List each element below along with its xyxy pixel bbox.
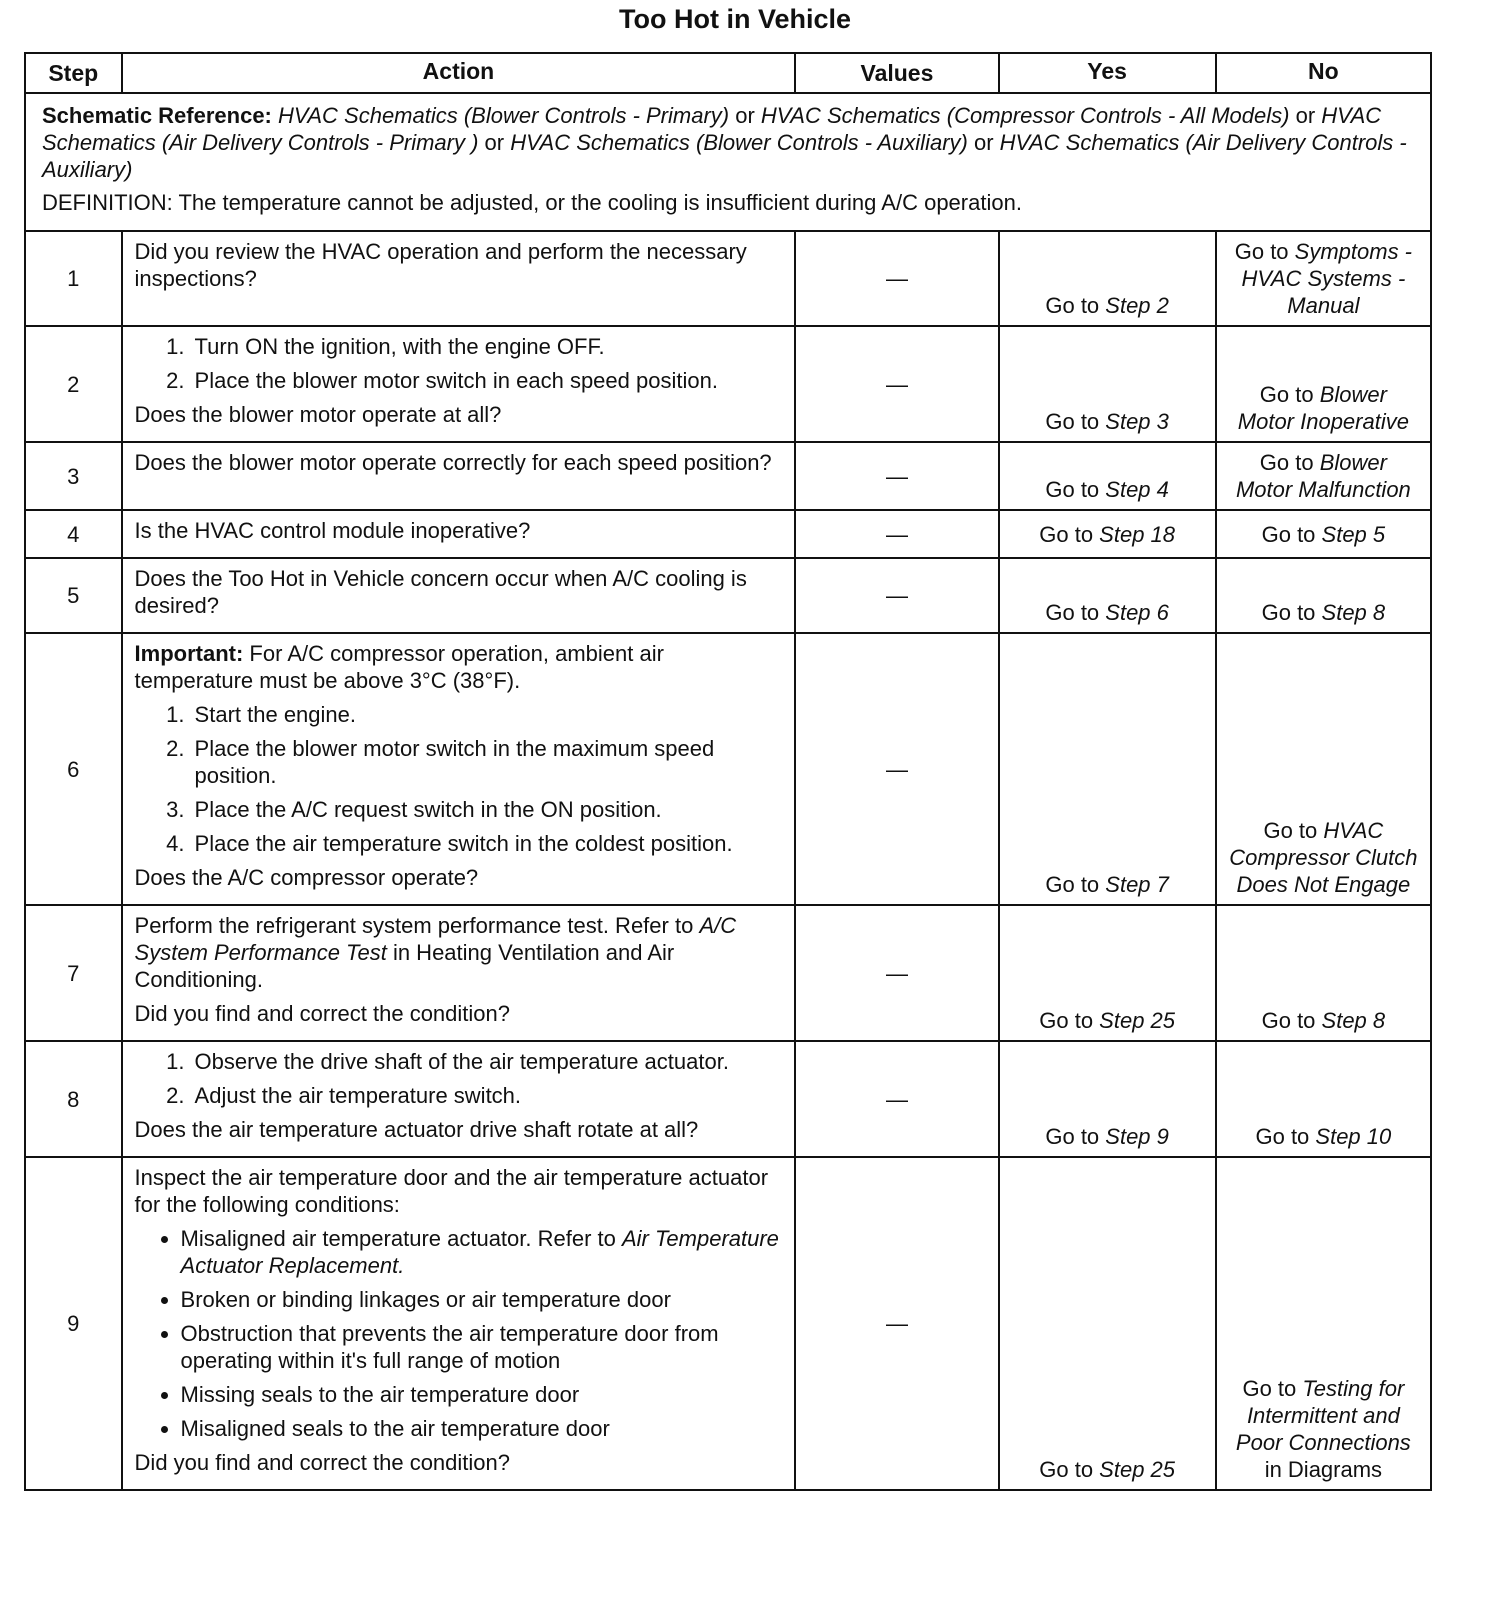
reference-link[interactable]: HVAC Schematics (Compressor Controls - All Models) — [760, 103, 1290, 128]
text-run: Missing seals to the air temperature door — [180, 1382, 580, 1407]
action-text — [135, 1449, 783, 1476]
values-cell — [795, 231, 998, 326]
yes-cell — [999, 326, 1216, 442]
reference-link[interactable]: Step 10 — [1315, 1124, 1392, 1149]
text-run: Does the A/C compressor operate? — [134, 865, 479, 890]
reference-link[interactable]: Step 6 — [1105, 600, 1169, 625]
action-step: 2. Place the blower motor switch in each speed position. — [191, 367, 783, 394]
action-step: 1. Start the engine. — [191, 701, 783, 728]
header-no: No — [1216, 53, 1431, 93]
reference-link[interactable]: Step 25 — [1099, 1008, 1176, 1033]
text-run: Go to — [1263, 818, 1324, 843]
text-run: in Diagrams — [1264, 1457, 1383, 1482]
action-steps-list — [135, 1048, 783, 1109]
conditions-list — [135, 1225, 783, 1442]
text-run: Go to — [1045, 293, 1106, 318]
action-text — [135, 864, 783, 891]
text-run: Misaligned seals to the air temperature door — [180, 1416, 610, 1441]
reference-link[interactable]: HVAC Schematics (Blower Controls - Primary) — [278, 103, 730, 128]
reference-link[interactable]: Step 3 — [1105, 409, 1169, 434]
text-run: Misaligned air temperature actuator. Refer to — [180, 1226, 622, 1251]
values-dash: — — [885, 521, 908, 547]
header-yes: Yes — [999, 53, 1216, 93]
text-run: Go to — [1045, 409, 1106, 434]
page-title: Too Hot in Vehicle — [618, 4, 852, 34]
values-cell — [795, 510, 998, 558]
yes-cell — [999, 905, 1216, 1041]
reference-link[interactable]: Step 4 — [1105, 477, 1169, 502]
reference-link[interactable]: Testing for Intermittent and Poor Connections — [1235, 1376, 1411, 1455]
action-cell — [122, 510, 796, 558]
text-run: Go to — [1242, 1376, 1303, 1401]
text-run: Does the air temperature actuator drive shaft rotate at all? — [134, 1117, 699, 1142]
reference-link[interactable]: Step 9 — [1105, 1124, 1169, 1149]
no-cell — [1216, 558, 1431, 633]
table-row — [25, 558, 1431, 633]
text-run: Go to — [1039, 1457, 1100, 1482]
text-run: or — [1289, 103, 1322, 128]
table-row — [25, 231, 1431, 326]
yes-cell — [999, 1041, 1216, 1157]
text-run: Does the blower motor operate at all? — [134, 402, 502, 427]
values-dash: — — [885, 960, 908, 986]
action-text — [135, 640, 783, 694]
values-cell — [795, 442, 998, 510]
reference-link[interactable]: Step 2 — [1105, 293, 1169, 318]
reference-link[interactable]: Blower Motor Inoperative — [1237, 382, 1409, 434]
header-values: Values — [795, 53, 998, 93]
condition-item — [181, 1320, 783, 1374]
values-cell — [795, 326, 998, 442]
reference-link[interactable]: HVAC Schematics (Blower Controls - Auxiliary) — [510, 130, 968, 155]
text-run: Go to — [1039, 521, 1100, 547]
action-step: 4. Place the air temperature switch in the coldest position. — [191, 830, 783, 857]
action-text — [135, 517, 783, 544]
action-cell — [122, 558, 796, 633]
schematic-reference — [42, 102, 1414, 183]
text-run: Go to — [1045, 1124, 1106, 1149]
reference-link[interactable]: Step 5 — [1321, 521, 1386, 547]
text-run: Go to — [1039, 1008, 1100, 1033]
table-row — [25, 1157, 1431, 1490]
action-cell — [122, 326, 796, 442]
no-cell — [1216, 510, 1431, 558]
text-run: Go to — [1261, 1008, 1322, 1033]
step-number: 4 — [25, 510, 122, 558]
no-cell — [1216, 442, 1431, 510]
reference-link[interactable]: Step 7 — [1105, 872, 1169, 897]
text-run: Is the HVAC control module inoperative? — [134, 518, 531, 543]
step-number: 8 — [25, 1041, 122, 1157]
reference-link[interactable]: Step 8 — [1321, 600, 1386, 625]
action-cell — [122, 1157, 796, 1490]
text-run: Broken or binding linkages or air temperature door — [180, 1287, 671, 1312]
no-cell — [1216, 1041, 1431, 1157]
condition-item — [181, 1415, 783, 1442]
text-run: in Heating Ventilation and Air Conditioning. — [134, 940, 675, 992]
reference-link[interactable]: A/C System Performance Test — [134, 913, 737, 965]
action-cell — [122, 1041, 796, 1157]
values-dash: — — [885, 266, 908, 291]
reference-link[interactable]: Blower Motor Malfunction — [1235, 450, 1411, 502]
yes-cell — [999, 231, 1216, 326]
reference-link[interactable]: HVAC Schematics (Air Delivery Controls - Auxiliary) — [42, 130, 1407, 182]
yes-cell — [999, 633, 1216, 905]
text-run: Go to — [1045, 872, 1106, 897]
table-row — [25, 1041, 1431, 1157]
action-step: 2. Place the blower motor switch in the maximum speed position. — [191, 735, 783, 789]
action-step: 1. Turn ON the ignition, with the engine OFF. — [191, 333, 783, 360]
step-number: 9 — [25, 1157, 122, 1490]
yes-cell — [999, 510, 1216, 558]
values-dash: — — [885, 371, 908, 397]
reference-link[interactable]: Step 18 — [1099, 521, 1176, 547]
step-number: 2 — [25, 326, 122, 442]
schematic-reference-cell — [25, 93, 1431, 231]
yes-cell — [999, 442, 1216, 510]
text-run: Go to — [1259, 382, 1320, 407]
action-text — [135, 449, 783, 476]
action-text — [135, 1116, 783, 1143]
text-run: Go to — [1261, 521, 1322, 547]
no-cell — [1216, 633, 1431, 905]
action-text — [135, 401, 783, 428]
text-run: Go to — [1045, 600, 1106, 625]
reference-link[interactable]: Symptoms - HVAC Systems - Manual — [1241, 239, 1413, 318]
step-number: 5 — [25, 558, 122, 633]
values-dash: — — [885, 756, 908, 782]
no-cell — [1216, 1157, 1431, 1490]
text-run: or — [967, 130, 1000, 155]
text-run: For A/C compressor operation, ambient air temperature must be above 3°C (38°F). — [134, 641, 664, 693]
header-step: Step — [25, 53, 122, 93]
no-cell — [1216, 905, 1431, 1041]
action-steps-list — [135, 333, 783, 394]
values-cell — [795, 633, 998, 905]
schematic-reference-row — [25, 93, 1431, 231]
values-dash: — — [885, 1311, 908, 1336]
no-cell — [1216, 231, 1431, 326]
values-cell — [795, 905, 998, 1041]
text-run: Go to — [1045, 477, 1106, 502]
text-run: Inspect the air temperature door and the air temperature actuator for the following conditions: — [134, 1165, 769, 1217]
action-steps-list — [135, 701, 783, 857]
values-dash: — — [885, 583, 908, 608]
action-cell — [122, 442, 796, 510]
yes-cell — [999, 558, 1216, 633]
action-step: 1. Observe the drive shaft of the air temperature actuator. — [191, 1048, 783, 1075]
step-number: 7 — [25, 905, 122, 1041]
action-step: 2. Adjust the air temperature switch. — [191, 1082, 783, 1109]
values-cell — [795, 1041, 998, 1157]
action-text — [135, 912, 783, 993]
values-cell — [795, 1157, 998, 1490]
action-text — [135, 565, 783, 619]
action-cell — [122, 905, 796, 1041]
condition-item — [181, 1225, 783, 1279]
yes-cell — [999, 1157, 1216, 1490]
text-run: Does the Too Hot in Vehicle concern occur when A/C cooling is desired? — [134, 566, 747, 618]
table-row — [25, 442, 1431, 510]
table-row — [25, 510, 1431, 558]
text-run: Perform the refrigerant system performance test. Refer to — [134, 913, 700, 938]
step-number: 6 — [25, 633, 122, 905]
text-run: Did you find and correct the condition? — [134, 1001, 510, 1026]
step-number: 3 — [25, 442, 122, 510]
diagnostic-table — [24, 52, 1432, 1491]
table-row — [25, 326, 1431, 442]
action-cell — [122, 231, 796, 326]
text-run: or — [729, 103, 761, 128]
action-cell — [122, 633, 796, 905]
table-row — [25, 633, 1431, 905]
header-row — [25, 53, 1431, 93]
text-run: or — [478, 130, 511, 155]
text-run: Did you review the HVAC operation and perform the necessary inspections? — [134, 239, 747, 291]
values-dash: — — [885, 463, 908, 489]
schematic-reference-label: Schematic Reference: — [42, 103, 272, 128]
action-text — [135, 1000, 783, 1027]
definition: DEFINITION: The temperature cannot be adjusted, or the cooling is insufficient during A/C operation. — [42, 190, 1022, 215]
text-run: Go to — [1234, 239, 1295, 264]
reference-link[interactable]: HVAC Schematics (Air Delivery Controls - Primary ) — [42, 103, 1382, 155]
text-run: Go to — [1259, 450, 1320, 475]
values-dash: — — [885, 1086, 908, 1112]
values-cell — [795, 558, 998, 633]
reference-link[interactable]: Step 25 — [1099, 1457, 1176, 1482]
action-text — [135, 1164, 783, 1218]
no-cell — [1216, 326, 1431, 442]
reference-link[interactable]: HVAC Compressor Clutch Does Not Engage — [1229, 818, 1418, 897]
text-run: Important: — [134, 641, 244, 666]
step-number: 1 — [25, 231, 122, 326]
action-text — [135, 238, 783, 292]
condition-item — [181, 1381, 783, 1408]
action-step: 3. Place the A/C request switch in the ON position. — [191, 796, 783, 823]
text-run: Does the blower motor operate correctly for each speed position? — [134, 450, 772, 475]
header-action: Action — [122, 53, 796, 93]
text-run: Obstruction that prevents the air temperature door from operating within it's full range of motion — [180, 1321, 719, 1373]
table-row — [25, 905, 1431, 1041]
reference-link[interactable]: Step 8 — [1321, 1008, 1386, 1033]
reference-link[interactable]: Air Temperature Actuator Replacement. — [180, 1226, 779, 1278]
condition-item — [181, 1286, 783, 1313]
text-run: Go to — [1255, 1124, 1316, 1149]
text-run: Did you find and correct the condition? — [134, 1450, 510, 1475]
text-run: Go to — [1261, 600, 1322, 625]
